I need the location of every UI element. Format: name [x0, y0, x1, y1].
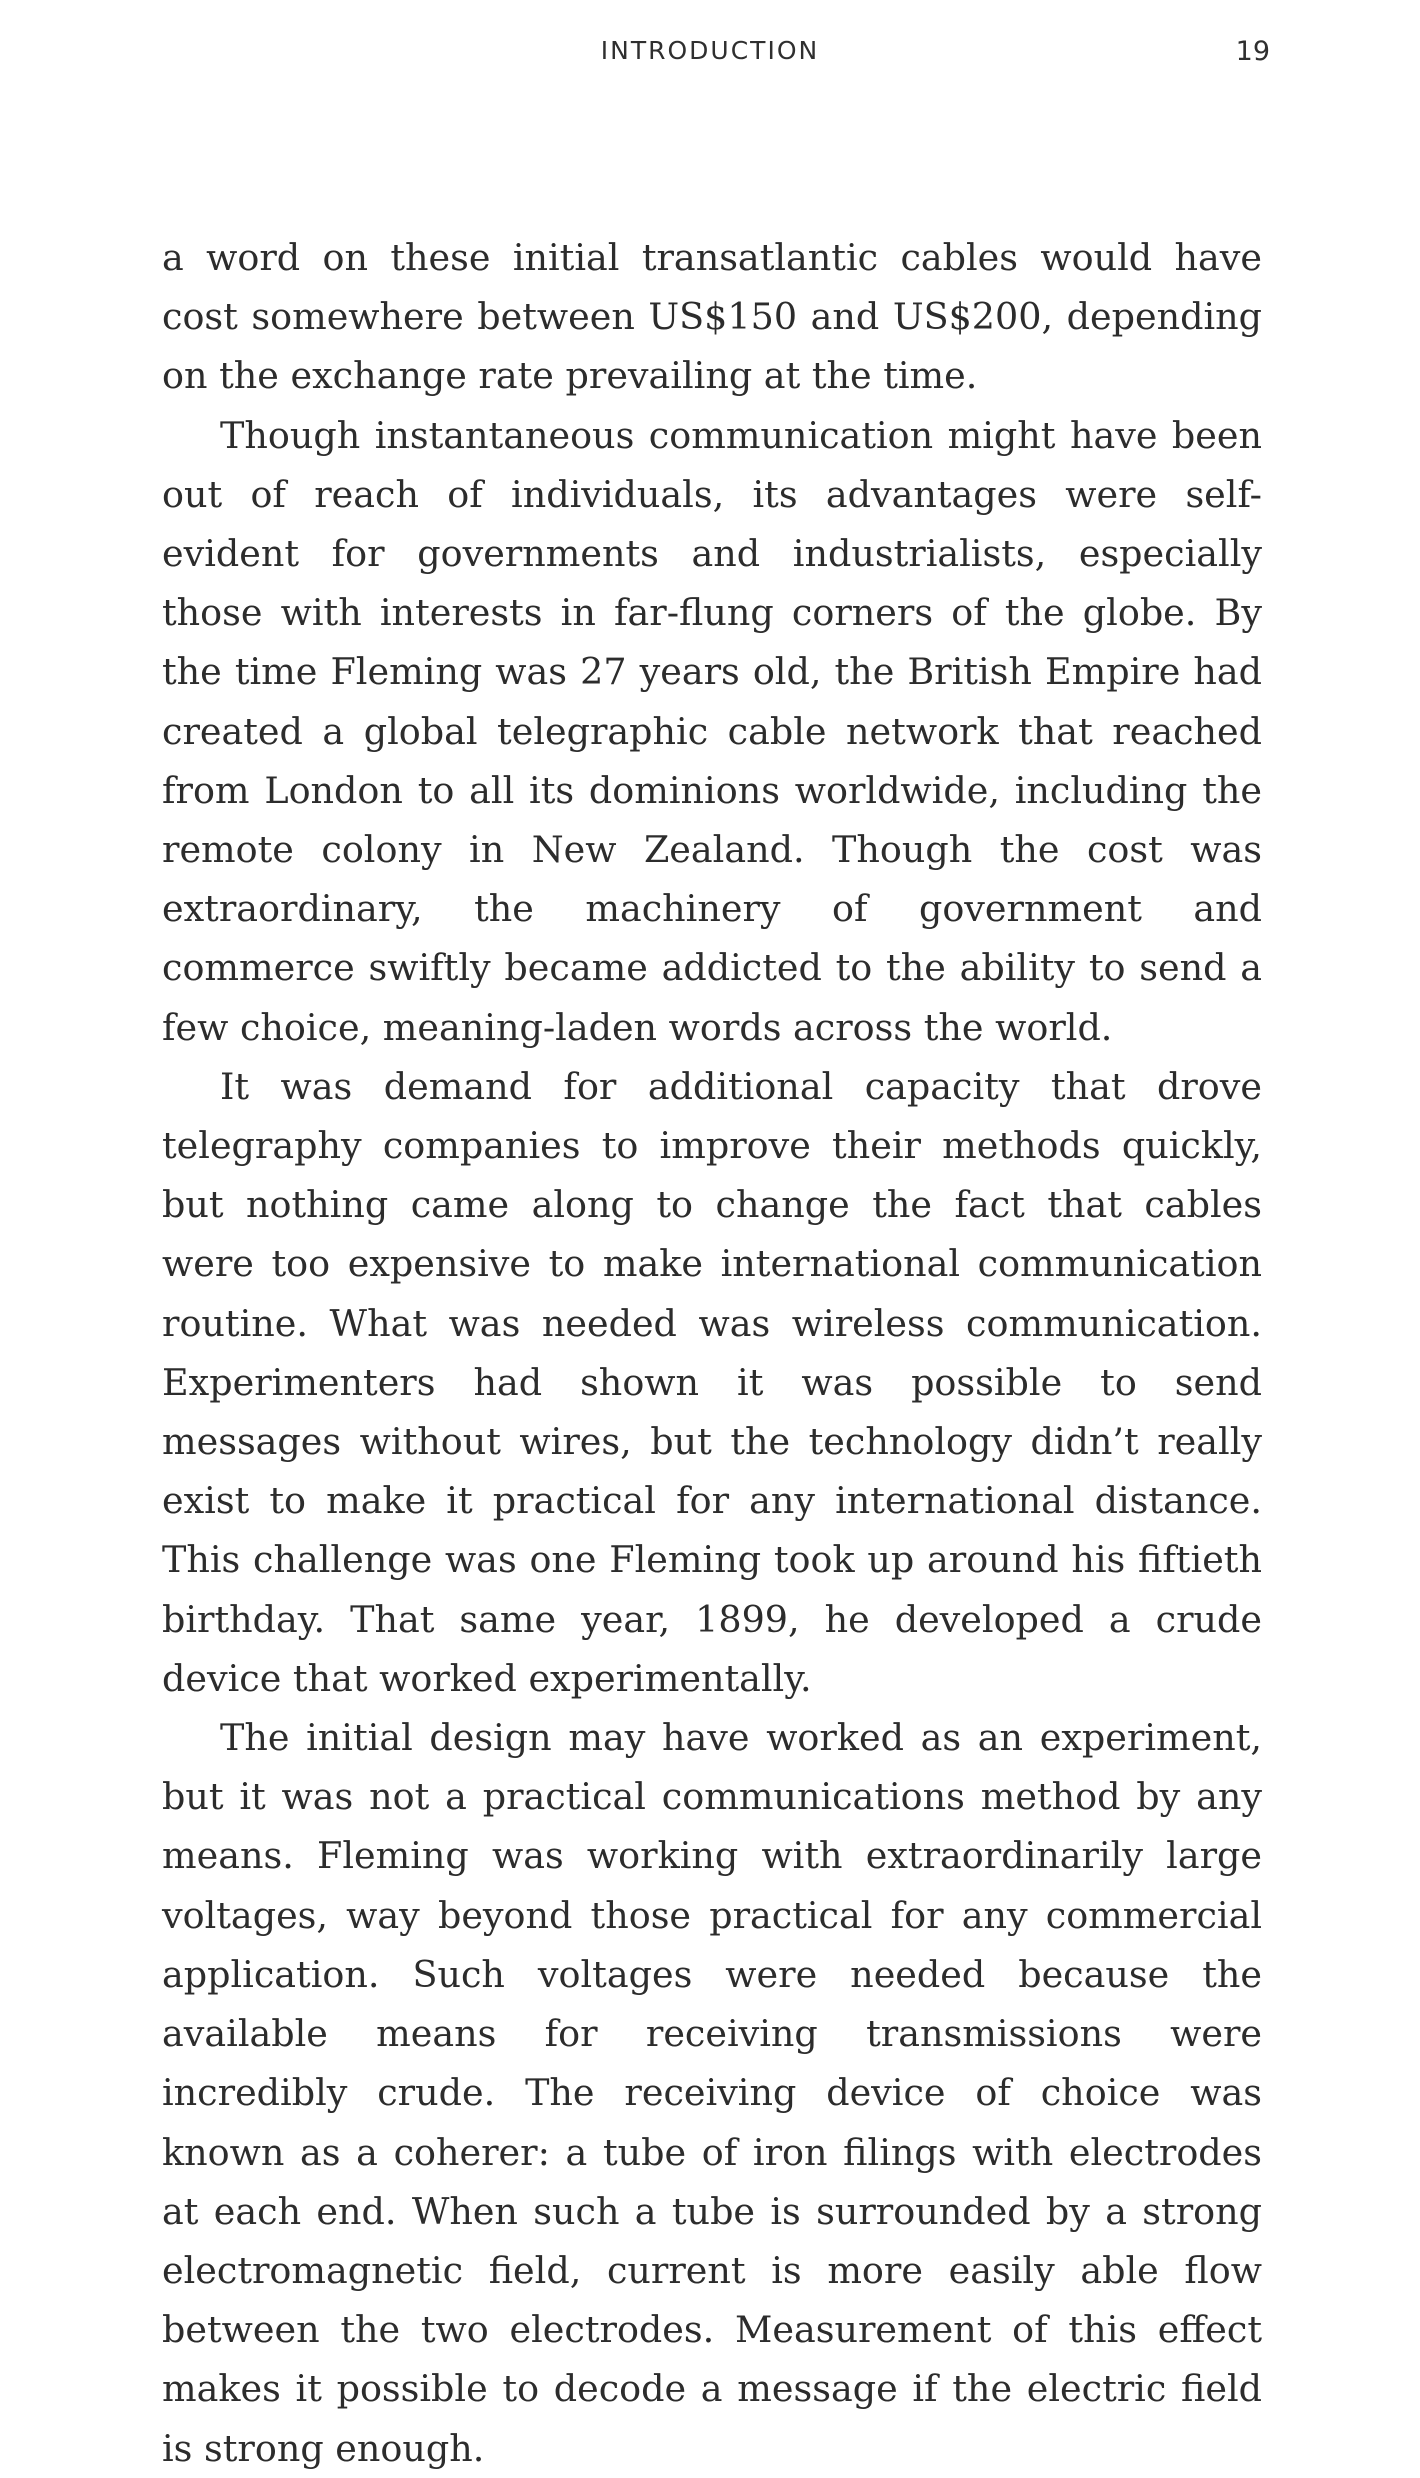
- running-header: [0, 36, 1420, 76]
- paragraph-continuation: a word on these initial transatlantic cables would have cost somewhere between US$150 and US$200, depending on the exchange rate prevailing at the time.: [162, 236, 1262, 398]
- body-text: [162, 228, 1262, 2478]
- paragraph: Though instantaneous communication might have been out of reach of individuals, its advantages were self-evident for governments and industrialists, especially those with interests in far-flung corners of the globe. By the time Fleming was 27 years old, the British Empire had created a global telegraphic cable network that reached from London to all its dominions worldwide, including the remote colony in New Zealand. Though the cost was extraordinary, the machinery of government and commerce swiftly became addicted to the ability to send a few choice, meaning-laden words across the world.: [162, 413, 1262, 1049]
- paragraph: It was demand for additional capacity that drove telegraphy companies to improve their methods quickly, but nothing came along to change the fact that cables were too expensive to make international communication routine. What was needed was wireless communication. Experimenters had shown it was possible to send messages without wires, but the technology didn’t really exist to make it practical for any international distance. This challenge was one Fleming took up around his fiftieth birthday. That same year, 1899, he developed a crude device that worked experimentally.: [162, 1064, 1262, 1700]
- page-number: 19: [1235, 36, 1270, 67]
- running-title: INTRODUCTION: [600, 36, 820, 65]
- paragraph: The initial design may have worked as an experiment, but it was not a practical communications method by any means. Fleming was working with extraordinarily large voltages, way beyond those practical for any commercial application. Such voltages were needed because the available means for receiving transmissions were incredibly crude. The receiving device of choice was known as a coherer: a tube of iron filings with electrodes at each end. When such a tube is surrounded by a strong electromagnetic field, current is more easily able flow between the two electrodes. Measurement of this effect makes it possible to decode a message if the electric field is strong enough.: [162, 1716, 1262, 2470]
